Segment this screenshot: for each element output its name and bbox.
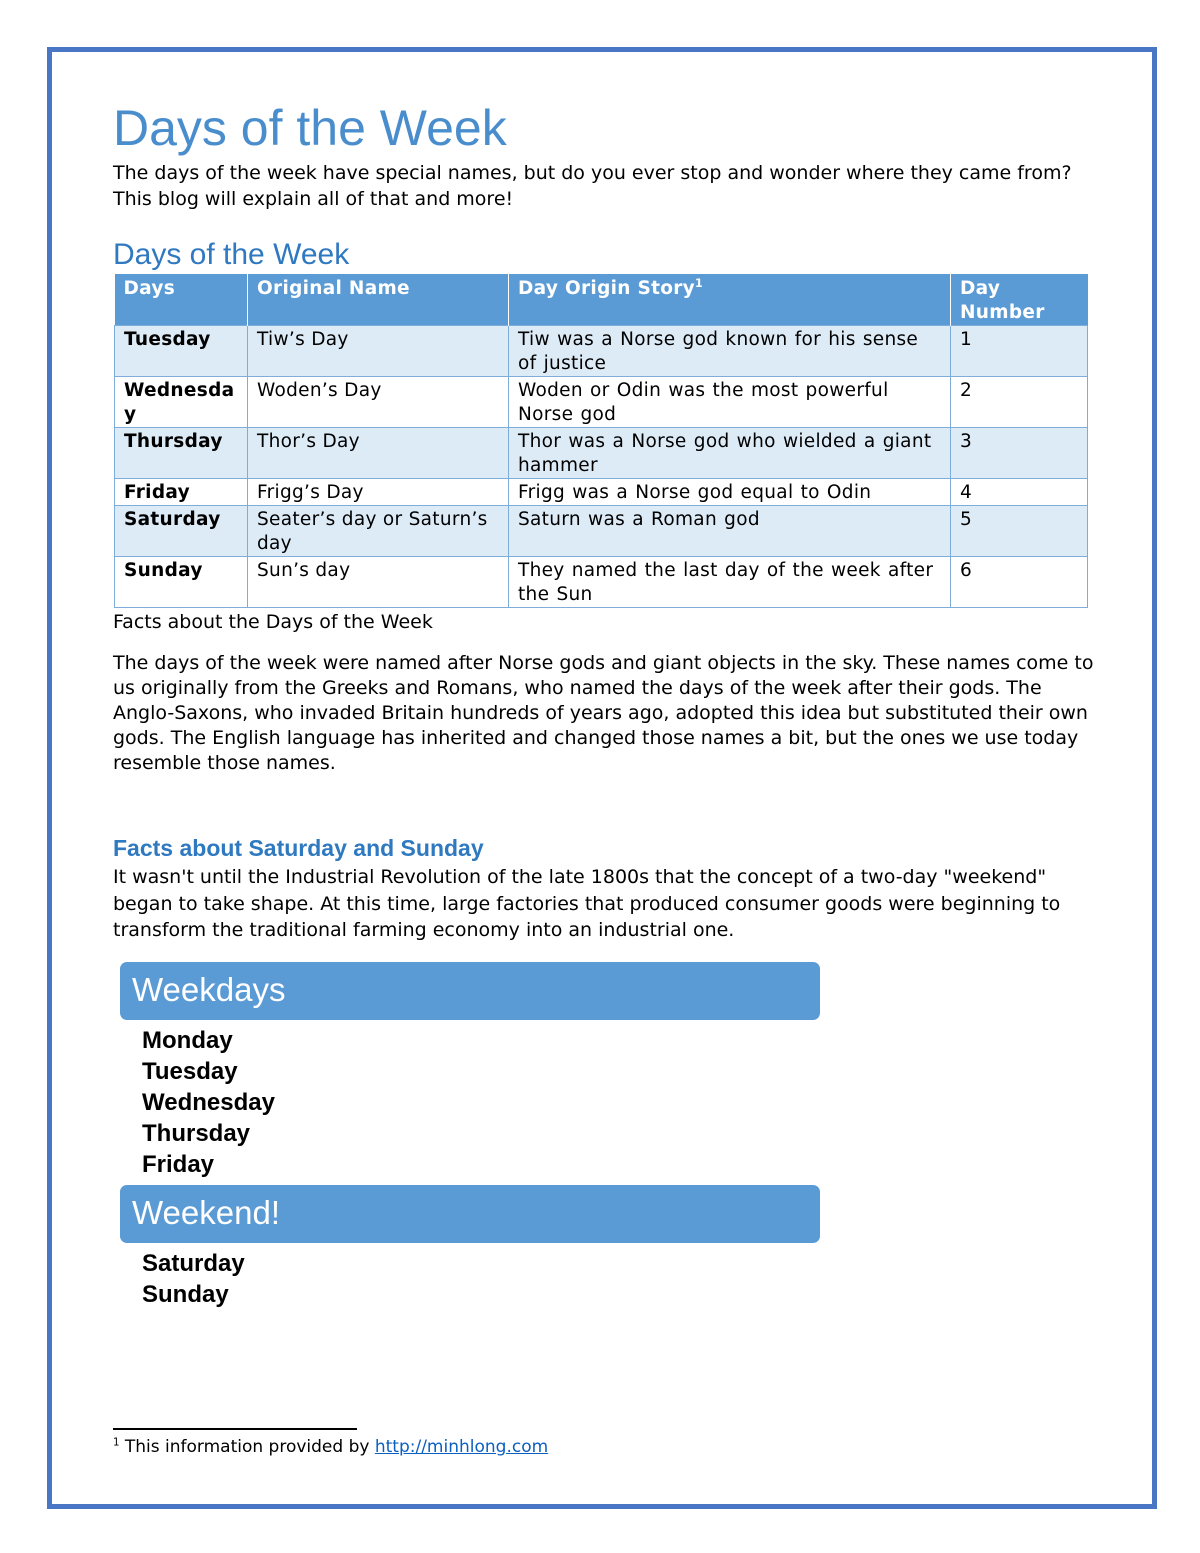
footnote	[113, 1436, 548, 1458]
cell-origin-story: They named the last day of the week after the Sun	[509, 557, 951, 608]
cell-day: Saturday	[115, 506, 248, 557]
cell-origin-story: Saturn was a Roman god	[509, 506, 951, 557]
list-item: Sunday	[142, 1281, 229, 1308]
weekend-header-bar: Weekend!	[120, 1185, 820, 1243]
footnote-link[interactable]: http://minhlong.com	[374, 1437, 549, 1457]
table-header-row	[115, 274, 1088, 326]
list-item: Monday	[142, 1027, 233, 1054]
intro-paragraph: The days of the week have special names, but do you ever stop and wonder where they came from? This blog will explain all of that and more!	[113, 162, 1072, 210]
footnote-reference[interactable]: 1	[695, 276, 704, 290]
header-days: Days	[115, 274, 248, 326]
facts-paragraph: The days of the week were named after Norse gods and giant objects in the sky. These names come to us originally from the Greeks and Romans, who named the days of the week after their gods. The Anglo-Saxons, who invaded Britain hundreds of years ago, adopted this idea but substituted their own gods. The English language has inherited and changed those names a bit, but the ones we use today resemble those names.	[113, 652, 1094, 774]
cell-origin-story: Thor was a Norse god who wielded a giant hammer	[509, 428, 951, 479]
cell-day: Tuesday	[115, 326, 248, 377]
list-item: Wednesday	[142, 1089, 275, 1116]
cell-origin-story: Woden or Odin was the most powerful Norse god	[509, 377, 951, 428]
footnote-mark: 1	[113, 1437, 120, 1449]
table-row	[115, 326, 1088, 377]
page-title: Days of the Week	[113, 100, 507, 156]
weekend-paragraph: It wasn't until the Industrial Revolution of the late 1800s that the concept of a two-day "weekend" began to take shape. At this time, large factories that produced consumer goods were beginning to transform the traditional farming economy into an industrial one.	[113, 866, 1061, 941]
cell-day: Thursday	[115, 428, 248, 479]
cell-original-name: Thor’s Day	[248, 428, 509, 479]
cell-original-name: Frigg’s Day	[248, 479, 509, 506]
footnote-text: This information provided by	[119, 1437, 375, 1457]
cell-origin-story: Tiw was a Norse god known for his sense of justice	[509, 326, 951, 377]
header-origin-story-label: Day Origin Story	[518, 278, 696, 299]
weekdays-header-bar: Weekdays	[120, 962, 820, 1020]
cell-day-number: 4	[951, 479, 1088, 506]
cell-origin-story: Frigg was a Norse god equal to Odin	[509, 479, 951, 506]
cell-original-name: Woden’s Day	[248, 377, 509, 428]
cell-day: Wednesday	[115, 377, 248, 428]
days-table	[114, 274, 1088, 608]
cell-day-number: 1	[951, 326, 1088, 377]
weekdays-list	[142, 1025, 275, 1180]
cell-original-name: Sun’s day	[248, 557, 509, 608]
footnote-separator	[113, 1428, 357, 1430]
list-item: Saturday	[142, 1250, 245, 1277]
cell-day-number: 3	[951, 428, 1088, 479]
weekend-heading: Facts about Saturday and Sunday	[113, 835, 484, 861]
table-row	[115, 479, 1088, 506]
list-item: Thursday	[142, 1120, 251, 1147]
table-row	[115, 557, 1088, 608]
cell-original-name: Seater’s day or Saturn’s day	[248, 506, 509, 557]
table-heading: Days of the Week	[113, 238, 350, 271]
table-row	[115, 428, 1088, 479]
cell-day-number: 2	[951, 377, 1088, 428]
list-item: Friday	[142, 1151, 215, 1178]
table-caption: Facts about the Days of the Week	[113, 611, 433, 633]
table-row	[115, 506, 1088, 557]
cell-day-number: 6	[951, 557, 1088, 608]
weekend-list	[142, 1248, 245, 1310]
cell-day: Sunday	[115, 557, 248, 608]
cell-day-number: 5	[951, 506, 1088, 557]
header-origin-story	[509, 274, 951, 326]
header-day-number: Day Number	[951, 274, 1088, 326]
list-item: Tuesday	[142, 1058, 238, 1085]
table-row	[115, 377, 1088, 428]
cell-original-name: Tiw’s Day	[248, 326, 509, 377]
cell-day: Friday	[115, 479, 248, 506]
header-original-name: Original Name	[248, 274, 509, 326]
